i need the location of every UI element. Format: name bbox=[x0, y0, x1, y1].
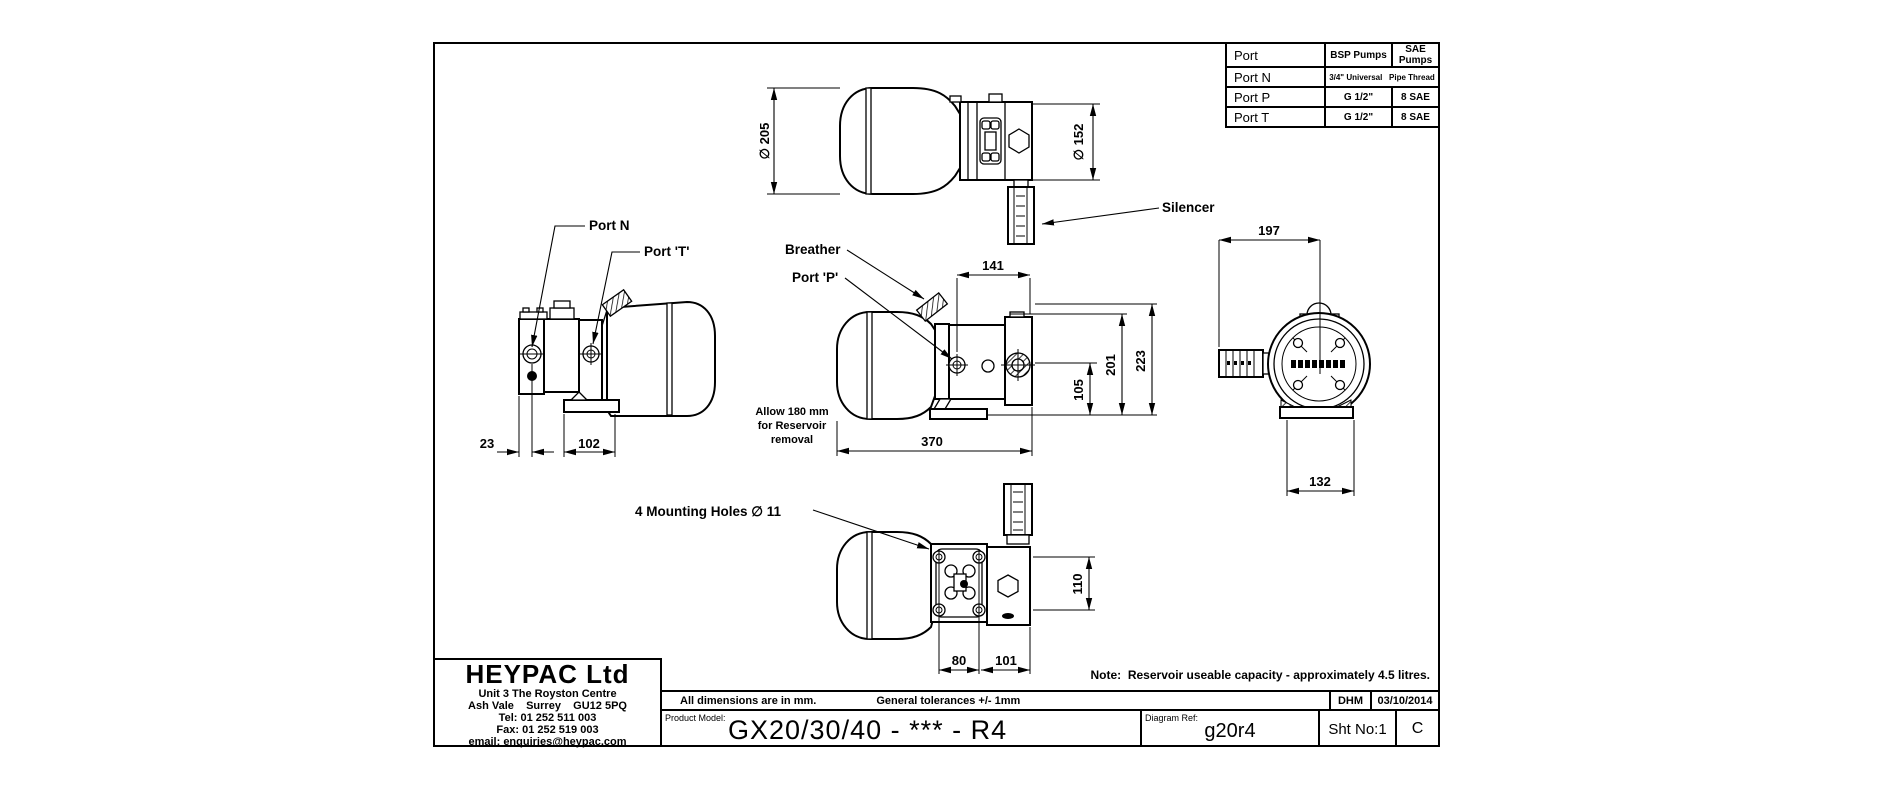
silencer-top-view bbox=[1008, 180, 1034, 244]
allow-note-line3: removal bbox=[770, 434, 814, 446]
dim-text-141: 141 bbox=[982, 258, 1004, 273]
table-row bbox=[1226, 67, 1439, 87]
port-table bbox=[1225, 42, 1440, 128]
company-fax: Fax: 01 252 519 003 bbox=[496, 724, 599, 736]
port-t-label: Port 'T' bbox=[644, 244, 690, 259]
table-row bbox=[1226, 87, 1439, 107]
dim-102 bbox=[564, 414, 615, 457]
dim-132 bbox=[1287, 420, 1354, 496]
dim-text-132: 132 bbox=[1309, 474, 1331, 489]
allow-note-line2: for Reservoir bbox=[757, 420, 827, 432]
callout-silencer bbox=[1042, 200, 1215, 224]
dim-text-201: 201 bbox=[1103, 354, 1118, 376]
product-model-cell bbox=[662, 711, 1140, 747]
info-strip-top-row bbox=[662, 692, 1438, 711]
dim-text-80: 80 bbox=[951, 653, 967, 668]
end-view-base bbox=[1280, 407, 1353, 418]
port-t-row-label: Port T bbox=[1226, 107, 1325, 127]
company-tel: Tel: 01 252 511 003 bbox=[498, 712, 597, 724]
dim-text-205: ∅ 205 bbox=[757, 122, 772, 160]
dim-text-23: 23 bbox=[479, 436, 495, 451]
port-p-label: Port 'P' bbox=[792, 270, 839, 285]
port-n-value: 3/4" Universal Pipe Thread bbox=[1325, 67, 1439, 87]
port-n-label: Port N bbox=[589, 218, 630, 233]
silencer-bottom-view bbox=[1004, 484, 1032, 544]
dim-text-197: 197 bbox=[1258, 223, 1280, 238]
end-view bbox=[1219, 303, 1370, 418]
port-col-header: Port bbox=[1226, 43, 1325, 67]
diagram-ref-cell bbox=[1140, 711, 1318, 747]
company-email: email: enquiries@heypac.com bbox=[468, 736, 627, 748]
info-strip bbox=[662, 690, 1438, 745]
reservoir-capacity-note: Note: Reservoir useable capacity - approximately 4.5 litres. bbox=[1090, 668, 1430, 682]
revision-letter: C bbox=[1395, 711, 1438, 747]
table-row bbox=[1226, 43, 1439, 67]
product-model-label: Product Model: bbox=[665, 713, 726, 723]
author-initials: DHM bbox=[1329, 692, 1370, 709]
diagram-ref-label: Diagram Ref: bbox=[1145, 713, 1199, 723]
breather-label: Breather bbox=[785, 242, 841, 257]
dim-110 bbox=[1033, 557, 1095, 610]
port-t-bsp-value: G 1/2" bbox=[1325, 107, 1392, 127]
bsp-col-header: BSP Pumps bbox=[1325, 43, 1392, 67]
sheet-number: Sht No:1 bbox=[1318, 711, 1395, 747]
silencer-end-view bbox=[1219, 350, 1271, 377]
sae-col-header: SAE Pumps bbox=[1392, 43, 1439, 67]
dim-text-152: ∅ 152 bbox=[1071, 123, 1086, 161]
company-name: HEYPAC Ltd bbox=[465, 659, 630, 689]
front-foot-plate bbox=[930, 409, 987, 419]
dim-reservoir-diameter bbox=[757, 88, 840, 194]
product-model-value: GX20/30/40 - *** - R4 bbox=[728, 715, 1008, 745]
port-p-bsp-value: G 1/2" bbox=[1325, 87, 1392, 107]
hex-plug bbox=[1009, 129, 1029, 153]
port-p-row-label: Port P bbox=[1226, 87, 1325, 107]
dim-text-105: 105 bbox=[1071, 379, 1086, 401]
port-n-row-label: Port N bbox=[1226, 67, 1325, 87]
table-row bbox=[1226, 107, 1439, 127]
drawing-sheet-border bbox=[433, 42, 1440, 747]
left-side-view bbox=[519, 290, 715, 416]
port-t-sae-value: 8 SAE bbox=[1392, 107, 1439, 127]
top-view bbox=[840, 88, 1034, 244]
dim-text-223: 223 bbox=[1133, 350, 1148, 372]
drawing-date: 03/10/2014 bbox=[1370, 692, 1438, 709]
drawing-views bbox=[435, 44, 1438, 745]
front-view bbox=[837, 293, 1035, 419]
allow-removal-note bbox=[755, 406, 829, 446]
dim-text-370: 370 bbox=[921, 434, 943, 449]
dim-pump-diameter bbox=[1032, 104, 1100, 180]
port-p-sae-value: 8 SAE bbox=[1392, 87, 1439, 107]
dim-text-102: 102 bbox=[578, 436, 600, 451]
allow-note-line1: Allow 180 mm bbox=[755, 406, 829, 418]
dim-text-101: 101 bbox=[995, 653, 1017, 668]
silencer-label: Silencer bbox=[1162, 200, 1215, 215]
title-block bbox=[435, 658, 662, 748]
company-address-line2: Ash Vale Surrey GU12 5PQ bbox=[468, 700, 627, 712]
foot-plate bbox=[564, 400, 619, 412]
mounting-holes-label: 4 Mounting Holes ∅ 11 bbox=[635, 504, 782, 519]
reservoir-band bbox=[866, 88, 871, 194]
bottom-view bbox=[837, 484, 1032, 639]
dim-text-110: 110 bbox=[1070, 573, 1085, 595]
diagram-ref-value: g20r4 bbox=[1204, 720, 1256, 742]
units-note: All dimensions are in mm. bbox=[680, 694, 817, 707]
dimension-notes bbox=[662, 695, 1329, 707]
info-strip-bottom-row bbox=[662, 711, 1438, 747]
company-address-line1: Unit 3 The Royston Centre bbox=[478, 688, 617, 700]
tolerance-note: General tolerances +/- 1mm bbox=[876, 694, 1021, 707]
